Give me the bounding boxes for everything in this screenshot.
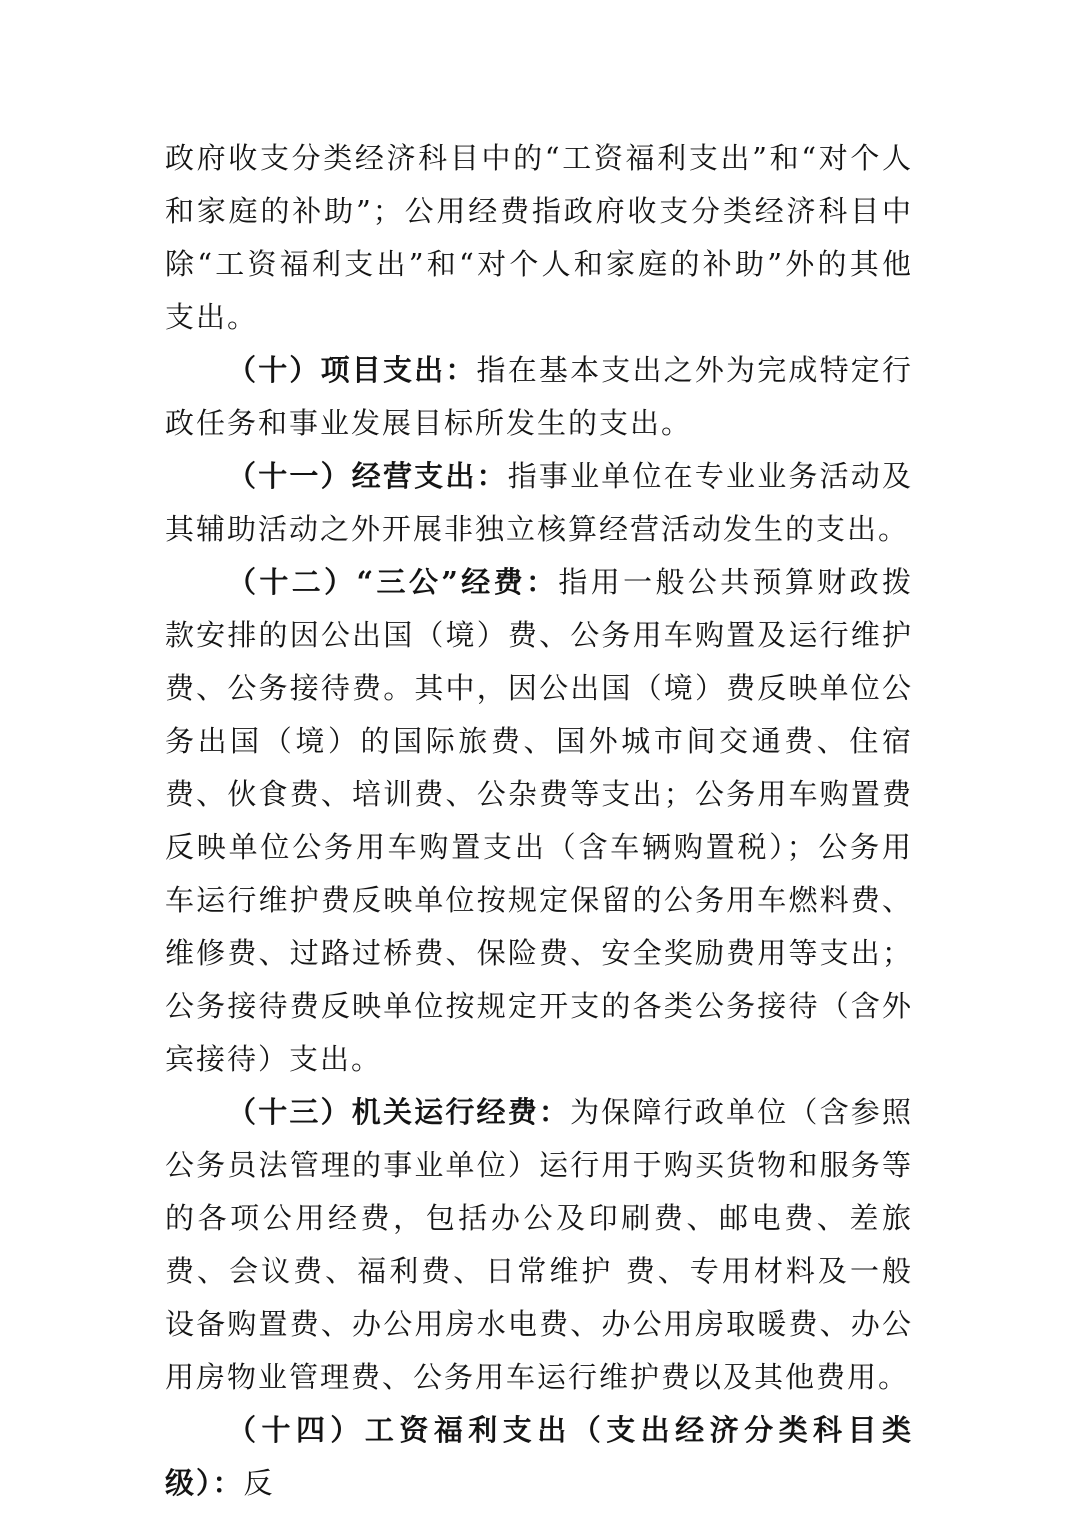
- paragraph-text: 为保障行政单位（含参照公务员法管理的事业单位）运行用于购买货物和服务等的各项公用经费，包括办公及印刷费、邮电费、差旅费、会议费、福利费、日常维护 费、专用材料及一般设备购置费、办公用房水电费、办公用房取暖费、办公用房物业管理费、公务用车运行维护费以及其他费用。: [165, 1095, 913, 1394]
- term-heading: （十三）机关运行经费：: [227, 1095, 571, 1129]
- paragraph-text: 反: [243, 1466, 275, 1500]
- paragraph-text: 指在基本支出之外为完成特定行政任务和事业发展目标所发生的支出。: [165, 353, 913, 440]
- paragraph-three-public-expenses: [165, 556, 913, 1086]
- term-heading: （十）项目支出：: [227, 353, 477, 387]
- term-heading: （十四）工资福利支出（支出经济分类科目类级）：: [165, 1413, 913, 1500]
- paragraph-text: 政府收支分类经济科目中的“工资福利支出”和“对个人和家庭的补助”；公用经费指政府收支分类经济科目中除“工资福利支出”和“对个人和家庭的补助”外的其他支出。: [165, 141, 913, 334]
- term-heading: （十二）“三公”经费：: [227, 565, 559, 599]
- paragraph-wage-welfare: [165, 1404, 913, 1510]
- paragraph-operating-expenditure: [165, 450, 913, 556]
- paragraph-continuation: [165, 132, 913, 344]
- paragraph-text: 指用一般公共预算财政拨款安排的因公出国（境）费、公务用车购置及运行维护费、公务接待费。其中，因公出国（境）费反映单位公务出国（境）的国际旅费、国外城市间交通费、住宿费、伙食费、培训费、公杂费等支出；公务用车购置费反映单位公务用车购置支出（含车辆购置税）；公务用车运行维护费反映单位按规定保留的公务用车燃料费、维修费、过路过桥费、保险费、安全奖励费用等支出；公务接待费反映单位按规定开支的各类公务接待（含外宾接待）支出。: [165, 565, 913, 1076]
- paragraph-project-expenditure: [165, 344, 913, 450]
- term-heading: （十一）经营支出：: [227, 459, 508, 493]
- document-page: [165, 132, 913, 1510]
- paragraph-text: 指事业单位在专业业务活动及其辅助活动之外开展非独立核算经营活动发生的支出。: [165, 459, 913, 546]
- paragraph-agency-operating-funds: [165, 1086, 913, 1404]
